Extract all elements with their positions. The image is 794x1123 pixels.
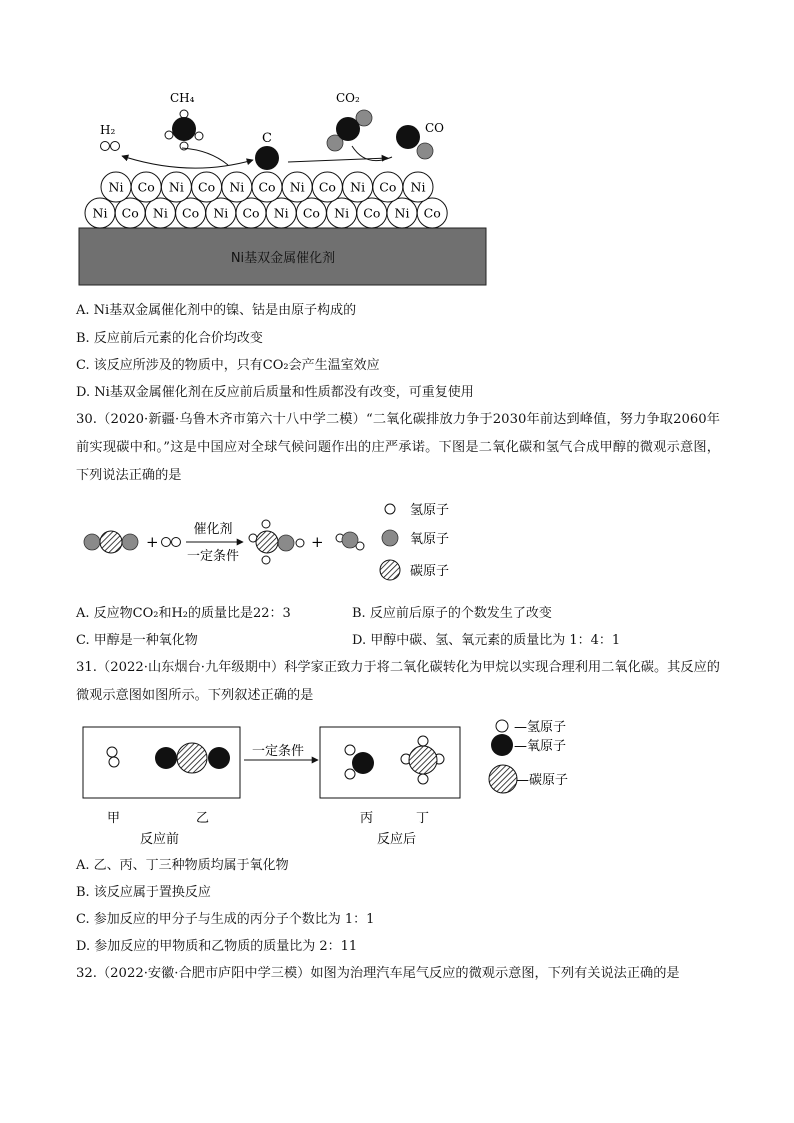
arrow-condition: 一定条件 — [251, 744, 305, 759]
catalyst-atom-label: Co — [121, 205, 139, 221]
legend-oxygen-label: 氧原子 — [410, 532, 450, 547]
hydrogen-atom — [165, 131, 173, 139]
co-label: CO — [425, 121, 445, 135]
catalyst-atom-label: Co — [242, 205, 260, 221]
legend-hydrogen-icon — [496, 720, 508, 732]
carbon-atom — [177, 743, 207, 773]
ch4-label: CH₄ — [170, 91, 195, 105]
carbon-atom — [100, 531, 122, 553]
oxygen-atom — [122, 534, 138, 550]
hydrogen-atom — [111, 142, 120, 151]
q30-option-d: D. 甲醇中碳、氢、氧元素的质量比为 1：4：1 — [352, 633, 621, 648]
catalyst-base-label: Ni基双金属催化剂 — [230, 251, 336, 266]
carbon-atom — [256, 531, 278, 553]
q32-stem: 32.（2022·安徽·合肥市庐阳中学三模）如图为治理汽车尾气反应的微观示意图，下列有关说法正确的是 — [76, 966, 680, 981]
hydrogen-atom — [107, 747, 117, 757]
oxygen-atom — [208, 747, 230, 769]
catalyst-atom-label: Co — [137, 179, 155, 195]
catalyst-atom-label: Ni — [168, 179, 184, 195]
methanol-synthesis-figure — [78, 498, 478, 590]
hydrogen-atom — [345, 769, 355, 779]
catalyst-atom-label: Ni — [334, 205, 350, 221]
catalyst-atom-label: Co — [318, 179, 336, 195]
carbon-atom — [396, 125, 420, 149]
catalyst-atom-label: Co — [379, 179, 397, 195]
label-after: 反应后 — [377, 832, 417, 847]
oxygen-atom — [155, 747, 177, 769]
catalyst-atom-label: Ni — [229, 179, 245, 195]
catalyst-atom-label: Ni — [350, 179, 366, 195]
hydrogen-atom — [262, 520, 270, 528]
legend-carbon-label: 碳原子 — [410, 564, 450, 579]
carbon-atom — [255, 146, 279, 170]
catalyst-atom-row-bottom — [85, 198, 447, 228]
catalyst-atom-label: Co — [302, 205, 320, 221]
catalyst-atom-label: Ni — [273, 205, 289, 221]
label-jia: 甲 — [107, 811, 121, 826]
q30-option-b: B. 反应前后原子的个数发生了改变 — [352, 606, 552, 621]
catalyst-atom-label: Ni — [108, 179, 124, 195]
carbon-atom — [172, 117, 196, 141]
q29-option-c: C. 该反应所涉及的物质中，只有CO₂会产生温室效应 — [76, 358, 380, 373]
hydrogen-atom — [296, 539, 304, 547]
plus-sign: + — [311, 533, 324, 551]
hydrogen-atom — [418, 736, 428, 746]
legend-oxygen-icon — [491, 734, 513, 756]
arrow-condition-bottom: 一定条件 — [186, 549, 240, 564]
oxygen-atom — [278, 535, 294, 551]
oxygen-atom — [342, 532, 358, 548]
catalyst-atom-label: Ni — [152, 205, 168, 221]
hydrogen-atom — [101, 142, 110, 151]
legend-hydrogen-label: —氢原子 — [514, 720, 567, 735]
hydrogen-atom — [180, 110, 188, 118]
co2-to-methane-figure — [78, 712, 598, 852]
label-before: 反应前 — [140, 832, 180, 847]
catalyst-atom-label: Ni — [213, 205, 229, 221]
legend-carbon-icon — [489, 765, 517, 793]
label-ding: 丁 — [416, 811, 430, 826]
catalyst-atom-row-top — [101, 172, 433, 202]
hydrogen-atom — [262, 556, 270, 564]
q30-stem: 30.（2020·新疆·乌鲁木齐市第六十八中学二模）“二氧化碳排放力争于2030年前达到峰值，努力争取2060年前实现碳中和。”这是中国应对全球气候问题作出的庄严承诺。下图是二氧化碳和氢气合成甲醇的微观示意图，下列说法正确的是 — [76, 412, 720, 483]
catalyst-atom-label: Co — [363, 205, 381, 221]
legend-oxygen-icon — [382, 530, 398, 546]
c-label: C — [262, 131, 272, 146]
catalyst-atom-label: Co — [258, 179, 276, 195]
hydrogen-atom — [418, 774, 428, 784]
carbon-atom — [409, 746, 437, 774]
h2-label: H₂ — [100, 123, 116, 137]
plus-sign: + — [146, 533, 159, 551]
catalyst-atom-label: Ni — [289, 179, 305, 195]
catalyst-atom-label: Ni — [92, 205, 108, 221]
q31-option-a: A. 乙、丙、丁三种物质均属于氧化物 — [76, 858, 289, 873]
q30-option-a: A. 反应物CO₂和H₂的质量比是22：3 — [76, 606, 291, 621]
oxygen-atom — [352, 752, 374, 774]
legend-carbon-label: —碳原子 — [516, 773, 569, 788]
q31-option-c: C. 参加反应的甲分子与生成的丙分子个数比为 1：1 — [76, 912, 375, 927]
label-yi: 乙 — [196, 811, 210, 826]
catalyst-atom-label: Co — [182, 205, 200, 221]
reaction-arrow — [182, 148, 228, 165]
q30-option-c: C. 甲醇是一种氧化物 — [76, 633, 198, 648]
q31-stem: 31.（2022·山东烟台·九年级期中）科学家正致力于将二氧化碳转化为甲烷以实现合理利用二氧化碳。其反应的微观示意图如图所示。下列叙述正确的是 — [76, 660, 720, 703]
hydrogen-atom — [162, 538, 171, 547]
q29-option-a: A. Ni基双金属催化剂中的镍、钴是由原子构成的 — [76, 303, 357, 318]
legend-carbon-icon — [380, 560, 400, 580]
legend-hydrogen-label: 氢原子 — [410, 503, 450, 518]
q31-option-d: D. 参加反应的甲物质和乙物质的质量比为 2：11 — [76, 939, 358, 954]
catalyst-atom-label: Co — [198, 179, 216, 195]
legend-oxygen-label: —氧原子 — [514, 739, 567, 754]
catalyst-atom-label: Co — [423, 205, 441, 221]
catalyst-atom-label: Ni — [410, 179, 426, 195]
label-bing: 丙 — [360, 811, 374, 826]
hydrogen-atom — [345, 745, 355, 755]
hydrogen-atom — [172, 538, 181, 547]
reaction-arrow — [122, 156, 253, 168]
q29-option-b: B. 反应前后元素的化合价均改变 — [76, 331, 263, 346]
legend-hydrogen-icon — [385, 504, 395, 514]
q29-option-d: D. Ni基双金属催化剂在反应前后质量和性质都没有改变，可重复使用 — [76, 385, 474, 400]
co2-label: CO₂ — [336, 91, 360, 105]
catalyst-atom-label: Ni — [394, 205, 410, 221]
q31-option-b: B. 该反应属于置换反应 — [76, 885, 211, 900]
carbon-atom — [336, 117, 360, 141]
hydrogen-atom — [195, 132, 203, 140]
hydrogen-atom — [109, 757, 119, 767]
arrow-condition-top: 催化剂 — [193, 522, 233, 537]
oxygen-atom — [417, 143, 433, 159]
oxygen-atom — [84, 534, 100, 550]
catalyst-figure — [70, 80, 500, 290]
